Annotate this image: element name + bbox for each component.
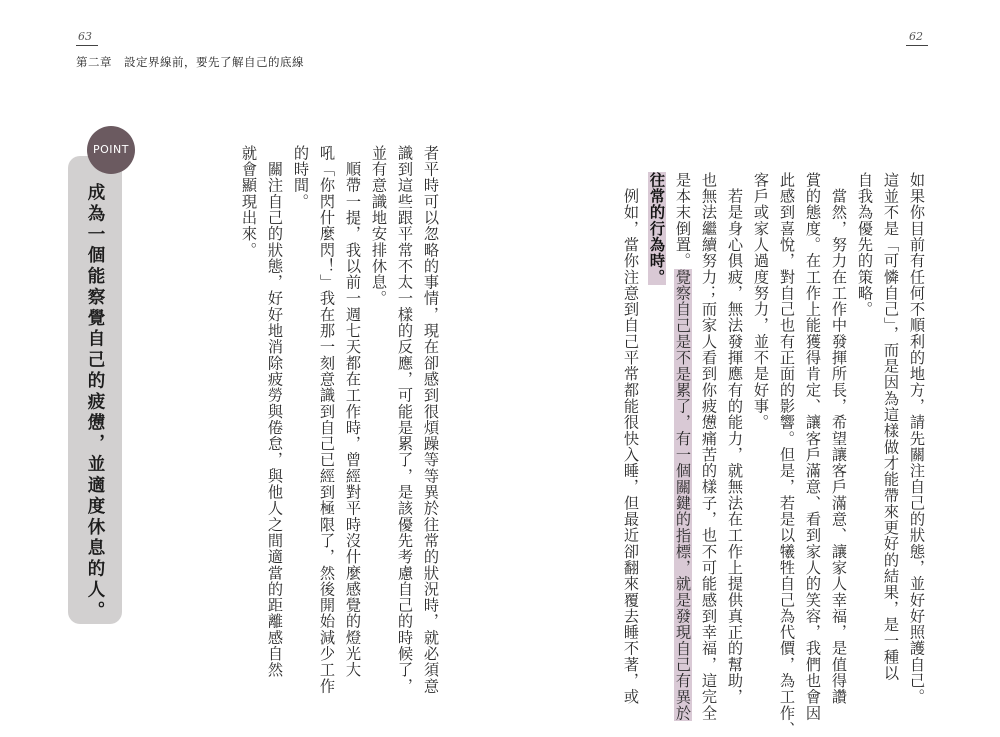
right-col-9: 也無法繼續努力；而家人看到你疲憊痛苦的樣子，也不可能感到幸福，這完全	[700, 172, 718, 722]
left-col-6: 的時間。	[292, 145, 310, 210]
right-page-number: 62	[909, 30, 923, 43]
left-col-7: 關注自己的狀態，好好地消除疲勞與倦怠，與他人之間適當的距離感自然	[266, 145, 284, 678]
key-indicator-highlight-end: 往常的行為時。	[648, 172, 666, 286]
right-col-4: 當然，努力在工作中發揮所長，希望讓客戶滿意、讓家人幸福，是值得讚	[830, 172, 848, 705]
left-page-number-rule	[76, 45, 98, 46]
right-col-10	[670, 172, 696, 721]
left-col-1: 者平時可以忽略的事情，現在卻感到很煩躁等等異於往常的狀況時，就必須意	[422, 145, 440, 695]
right-col-12: 例如，當你注意到自己平常都能很快入睡，但最近卻翻來覆去睡不著，或	[622, 172, 640, 705]
right-page-number-rule	[906, 45, 928, 46]
right-col-6: 此感到喜悅，對自己也有正面的影響。但是，若是以犧牲自己為代價，為工作、	[778, 172, 796, 737]
right-col-2: 這並不是「可憐自己」，而是因為這樣做才能帶來更好的結果，是一種以	[882, 172, 900, 682]
left-col-4: 順帶一提，我以前一週七天都在工作時，曾經對平時沒什麼感覺的燈光大	[344, 145, 362, 678]
left-col-2: 識到這些跟平常不太一樣的反應，可能是累了，是該優先考慮自己的時候了，	[396, 145, 414, 695]
chapter-title: 第二章 設定界線前，要先了解自己的底線	[76, 55, 304, 69]
point-badge: POINT	[87, 126, 135, 174]
left-page-number: 63	[78, 30, 92, 43]
point-text: 成為一個能察覺自己的疲憊，並適度休息的人。	[85, 183, 105, 622]
key-indicator-highlight: 覺察自己是不是累了，有一個關鍵的指標，就是發現自己有異於	[674, 268, 692, 722]
right-col-8: 若是身心俱疲，無法發揮應有的能力，就無法在工作上提供真正的幫助，	[726, 172, 744, 705]
right-col-1: 如果你目前有任何不順利的地方，請先關注自己的狀態，並好好照護自己。	[908, 172, 926, 705]
right-col-7: 客戶或家人過度努力，並不是好事。	[752, 172, 770, 431]
right-col-11	[644, 172, 670, 285]
left-col-5: 吼「你閃什麼閃！」我在那一刻意識到自己已經到極限了，然後開始減少工作	[318, 145, 336, 695]
left-col-3: 並有意識地安排休息。	[370, 145, 388, 307]
right-col-3: 自我為優先的策略。	[856, 172, 874, 318]
left-col-8: 就會顯現出來。	[240, 145, 258, 259]
right-col-10-plain: 是本末倒置。	[674, 172, 692, 269]
right-col-5: 賞的態度。在工作上能獲得肯定、讓客戶滿意、看到家人的笑容，我們也會因	[804, 172, 822, 722]
